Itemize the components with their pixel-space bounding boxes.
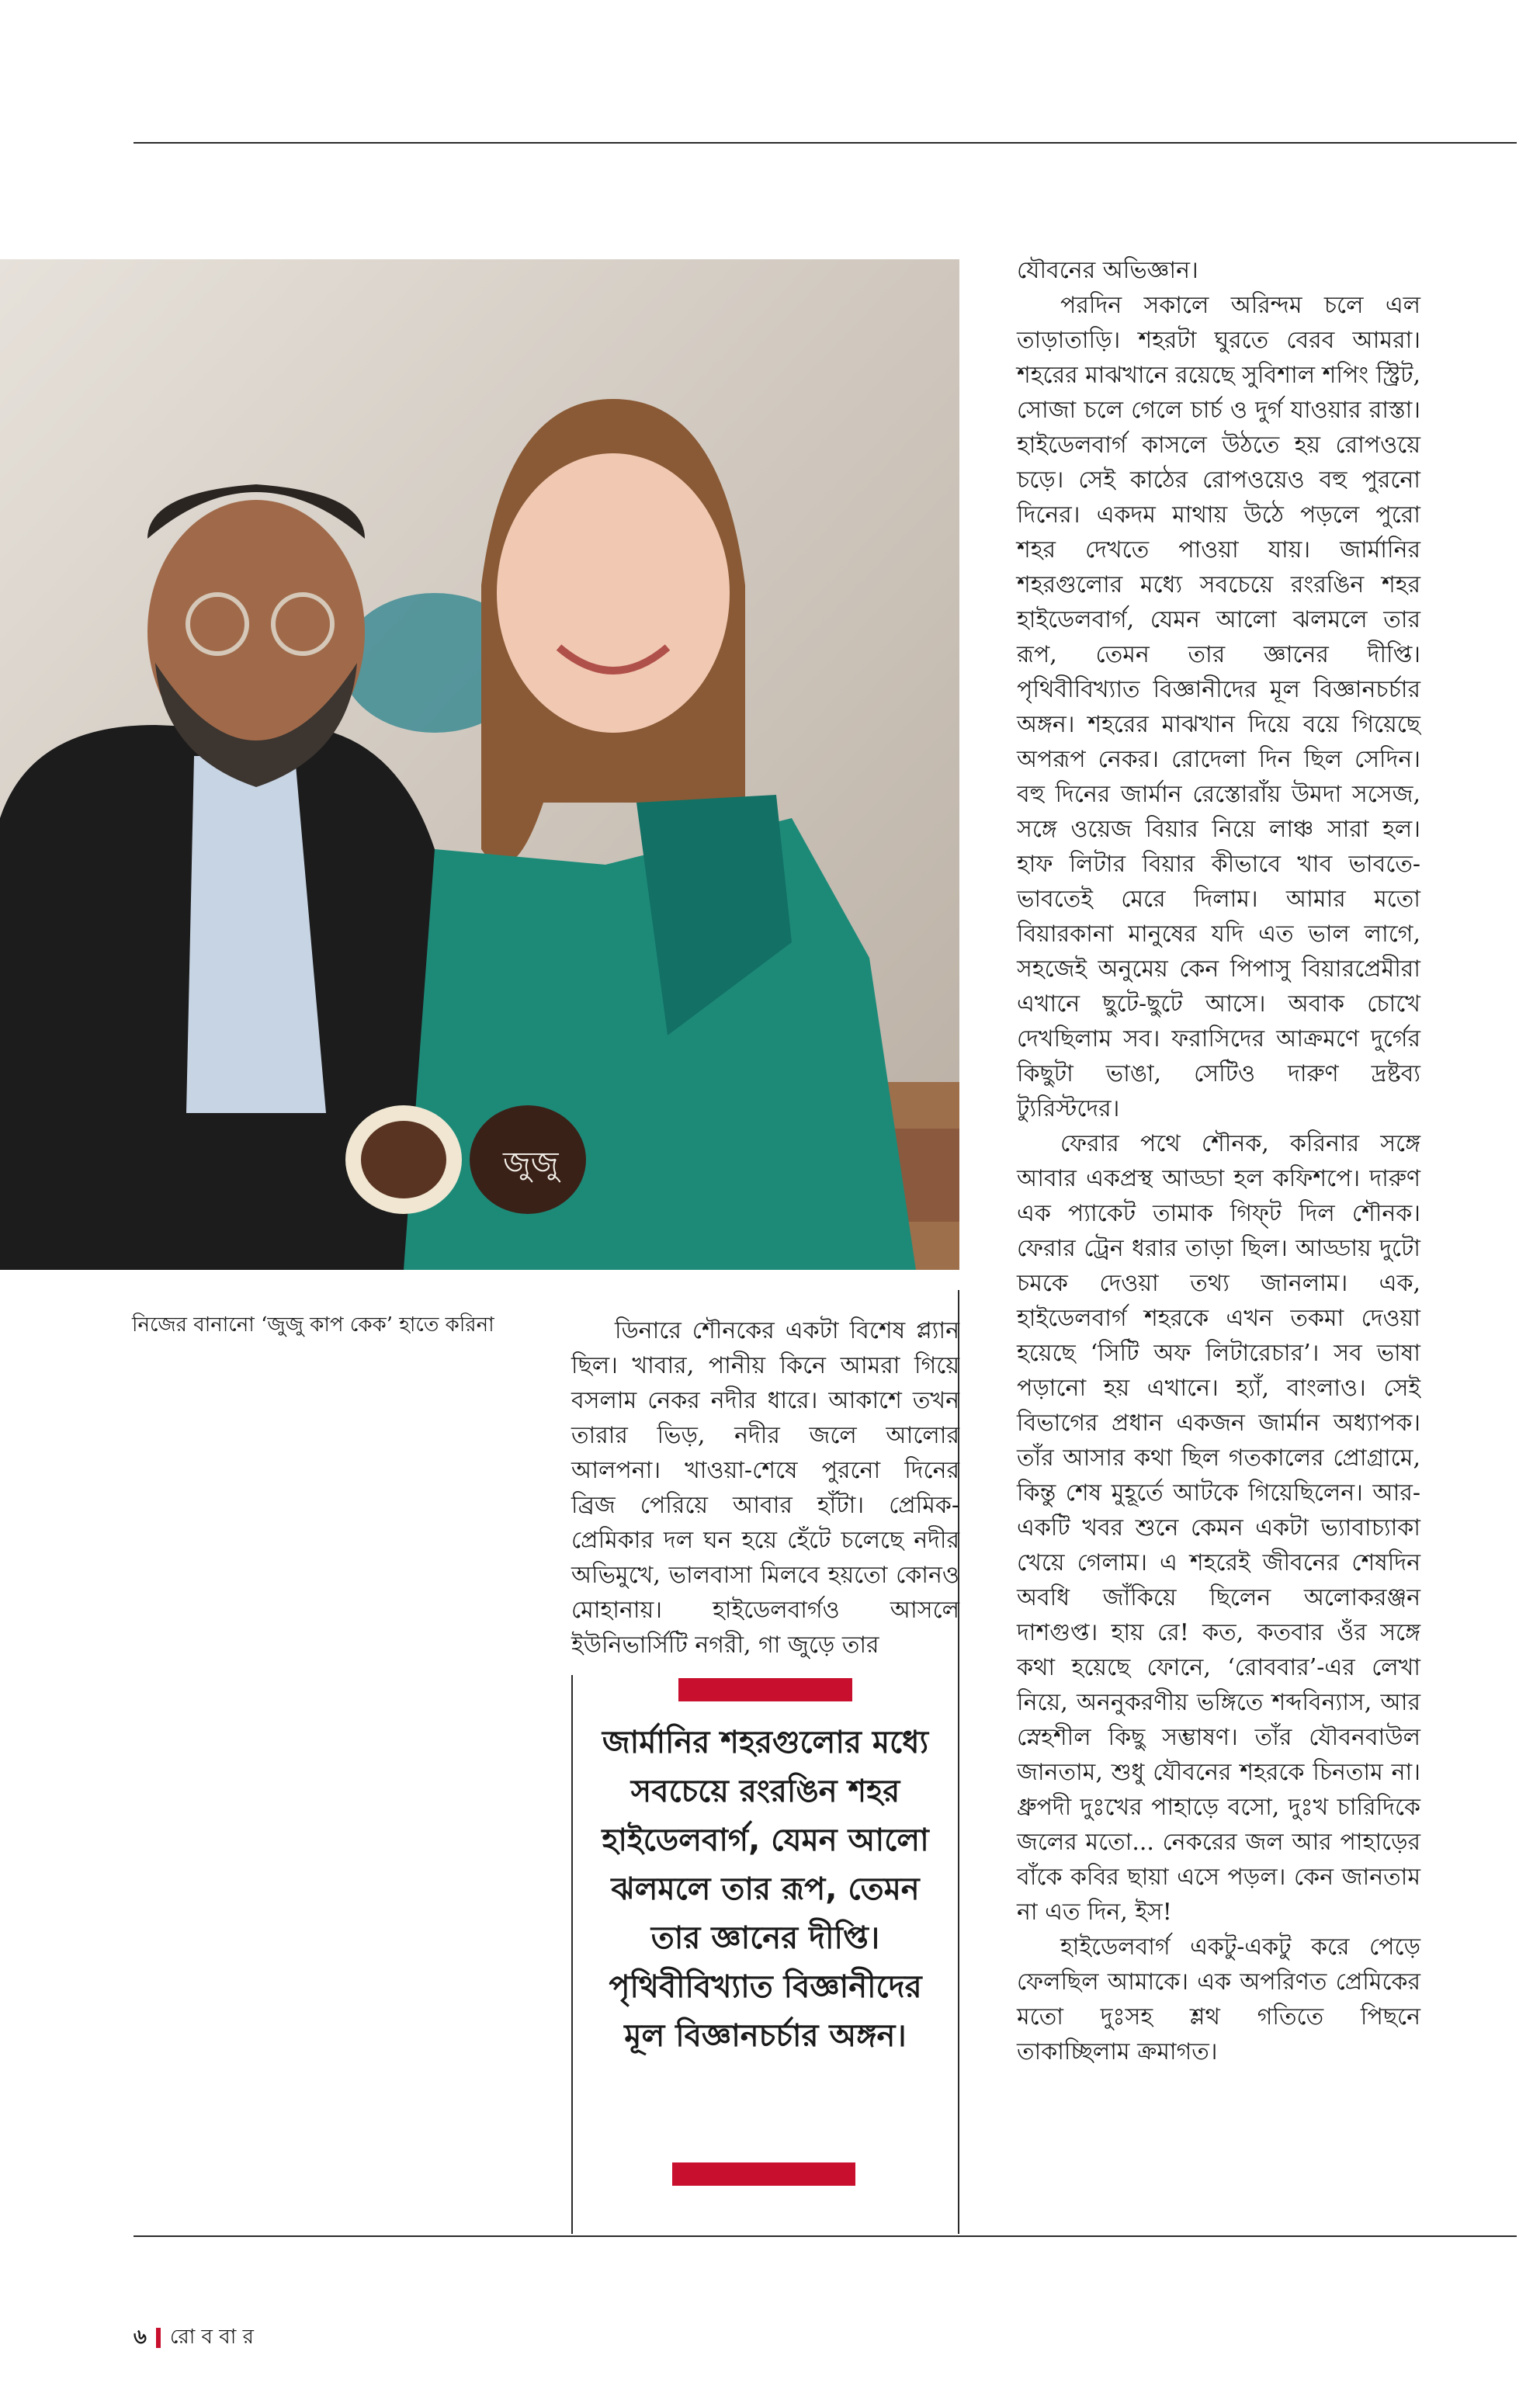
paragraph: হাইডেলবার্গ একটু-একটু করে পেড়ে ফেলছিল আমাকে। এক অপরিণত প্রেমিকের মতো দুঃসহ শ্লথ গতিতে পিছনে তাকাচ্ছিলাম ক্রমাগত। xyxy=(1017,1933,1420,2065)
cupcake-text: জুজু xyxy=(503,1146,559,1181)
paragraph: পরদিন সকালে অরিন্দম চলে এল তাড়াতাড়ি। শহরটা ঘুরতে বেরব আমরা। শহরের মাঝখানে রয়েছে সুবিশাল শপিং স্ট্রিট, সোজা চলে গেলে চার্চ ও দুর্গ যাওয়ার রাস্তা। হাইডেলবার্গ কাসলে উঠতে হয় রোপওয়ে চড়ে। সেই কাঠের রোপওয়েও বহু পুরনো দিনের। একদম মাথায় উঠে পড়লে পুরো শহর দেখতে পাওয়া যায়। জার্মানির শহরগুলোর মধ্যে সবচেয়ে রংরঙিন শহর হাইডেলবার্গ, যেমন আলো ঝলমলে তার রূপ, তেমন তার জ্ঞানের দীপ্তি। পৃথিবীবিখ্যাত বিজ্ঞানীদের মূল বিজ্ঞানচর্চার অঙ্গন। শহরের মাঝখান দিয়ে বয়ে গিয়েছে অপরূপ নেকর। রোদেলা দিন ছিল সেদিন। বহু দিনের জার্মান রেস্তোরাঁয় উমদা সসেজ, সঙ্গে ওয়েজ বিয়ার নিয়ে লাঞ্চ সারা হল। হাফ লিটার বিয়ার কীভাবে খাব ভাবতে-ভাবতেই মেরে দিলাম। আমার মতো বিয়ারকানা মানুষের যদি এত ভাল লাগে, সহজেই অনুমেয় কেন পিপাসু বিয়ারপ্রেমীরা এখানে ছুটে-ছুটে আসে। অবাক চোখে দেখছিলাম সব। ফরাসিদের আক্রমণে দুর্গের কিছুটা ভাঙা, সেটিও দারুণ দ্রষ্টব্য ট্যুরিস্টদের। xyxy=(1017,292,1420,1122)
magazine-name: রো ব বা র xyxy=(169,2325,254,2349)
paragraph: ফেরার পথে শৌনক, করিনার সঙ্গে আবার একপ্রস্থ আড্ডা হল কফিশপে। দারুণ এক প্যাকেট তামাক গিফ্‌ট দিল শৌনক। ফেরার ট্রেন ধরার তাড়া ছিল। আড্ডায় দুটো চমকে দেওয়া তথ্য জানলাম। এক, হাইডেলবার্গ শহরকে এখন তকমা দেওয়া হয়েছে ‘সিটি অফ লিটারেচার’। সব ভাষা পড়ানো হয় এখানে। হ্যাঁ, বাংলাও। সেই বিভাগের প্রধান একজন জার্মান অধ্যাপক। তাঁর আসার কথা ছিল গতকালের প্রোগ্রামে, কিন্তু শেষ মুহূর্তে আটকে গিয়েছিলেন। আর-একটি খবর শুনে কেমন একটা ভ্যাবাচ্যাকা খেয়ে গেলাম। এ শহরেই জীবনের শেষদিন অবধি জাঁকিয়ে ছিলেন অলোকরঞ্জন দাশগুপ্ত। হায় রে! কত, কতবার ওঁর সঙ্গে কথা হয়েছে ফোনে, ‘রোববার’-এর লেখা নিয়ে, অননুকরণীয় ভঙ্গিতে শব্দবিন্যাস, আর স্নেহশীল কিছু সম্ভাষণ। তাঁর যৌবনবাউল জানতাম, শুধু যৌবনের শহরকে চিনতাম না। ধ্রুপদী দুঃখের পাহাড়ে বসো, দুঃখ চারিদিকে জলের মতো... নেকরের জল আর পাহাড়ের বাঁকে কবির ছায়া এসে পড়ল। কেন জানতাম না এত দিন, ইস! xyxy=(1017,1130,1420,1926)
paragraph: যৌবনের অভিজ্ঞান। xyxy=(1017,257,1198,284)
page-footer xyxy=(134,2321,254,2355)
footer-separator xyxy=(156,2328,161,2348)
paragraph: ডিনারে শৌনকের একটা বিশেষ প্ল্যান ছিল। খাবার, পানীয় কিনে আমরা গিয়ে বসলাম নেকর নদীর ধারে। আকাশে তখন তারার ভিড়, নদীর জলে আলোর আলপনা। খাওয়া-শেষে পুরনো দিনের ব্রিজ পেরিয়ে আবার হাঁটা। প্রেমিক-প্রেমিকার দল ঘন হয়ে হেঁটে চলেছে নদীর অভিমুখে, ভালবাসা মিলবে হয়তো কোনও মোহানায়। হাইডেলবার্গও আসলে ইউনিভার্সিটি নগরী, গা জুড়ে তার xyxy=(571,1317,959,1659)
page-number: ৬ xyxy=(134,2325,147,2349)
article-column-2 xyxy=(571,1313,959,1663)
pull-quote: জার্মানির শহরগুলোর মধ্যে সবচেয়ে রংরঙিন শহর হাইডেলবার্গ, যেমন আলো ঝলমলে তার রূপ, তেমন তার জ্ঞানের দীপ্তি। পৃথিবীবিখ্যাত বিজ্ঞানীদের মূল বিজ্ঞানচর্চার অঙ্গন। xyxy=(602,1725,929,2054)
photo-karina-with-cupcake xyxy=(0,259,959,1270)
top-rule xyxy=(134,142,1517,144)
photo-caption: নিজের বানানো ‘জুজু কাপ কেক’ হাতে করিনা xyxy=(132,1313,494,1337)
pull-quote-top-bar xyxy=(678,1678,852,1701)
pull-quote-bottom-bar xyxy=(672,2162,855,2186)
article-column-3 xyxy=(1017,253,1420,2069)
column-divider-left xyxy=(571,1675,573,2234)
bottom-rule xyxy=(134,2235,1517,2237)
photo-illustration xyxy=(0,259,959,1270)
